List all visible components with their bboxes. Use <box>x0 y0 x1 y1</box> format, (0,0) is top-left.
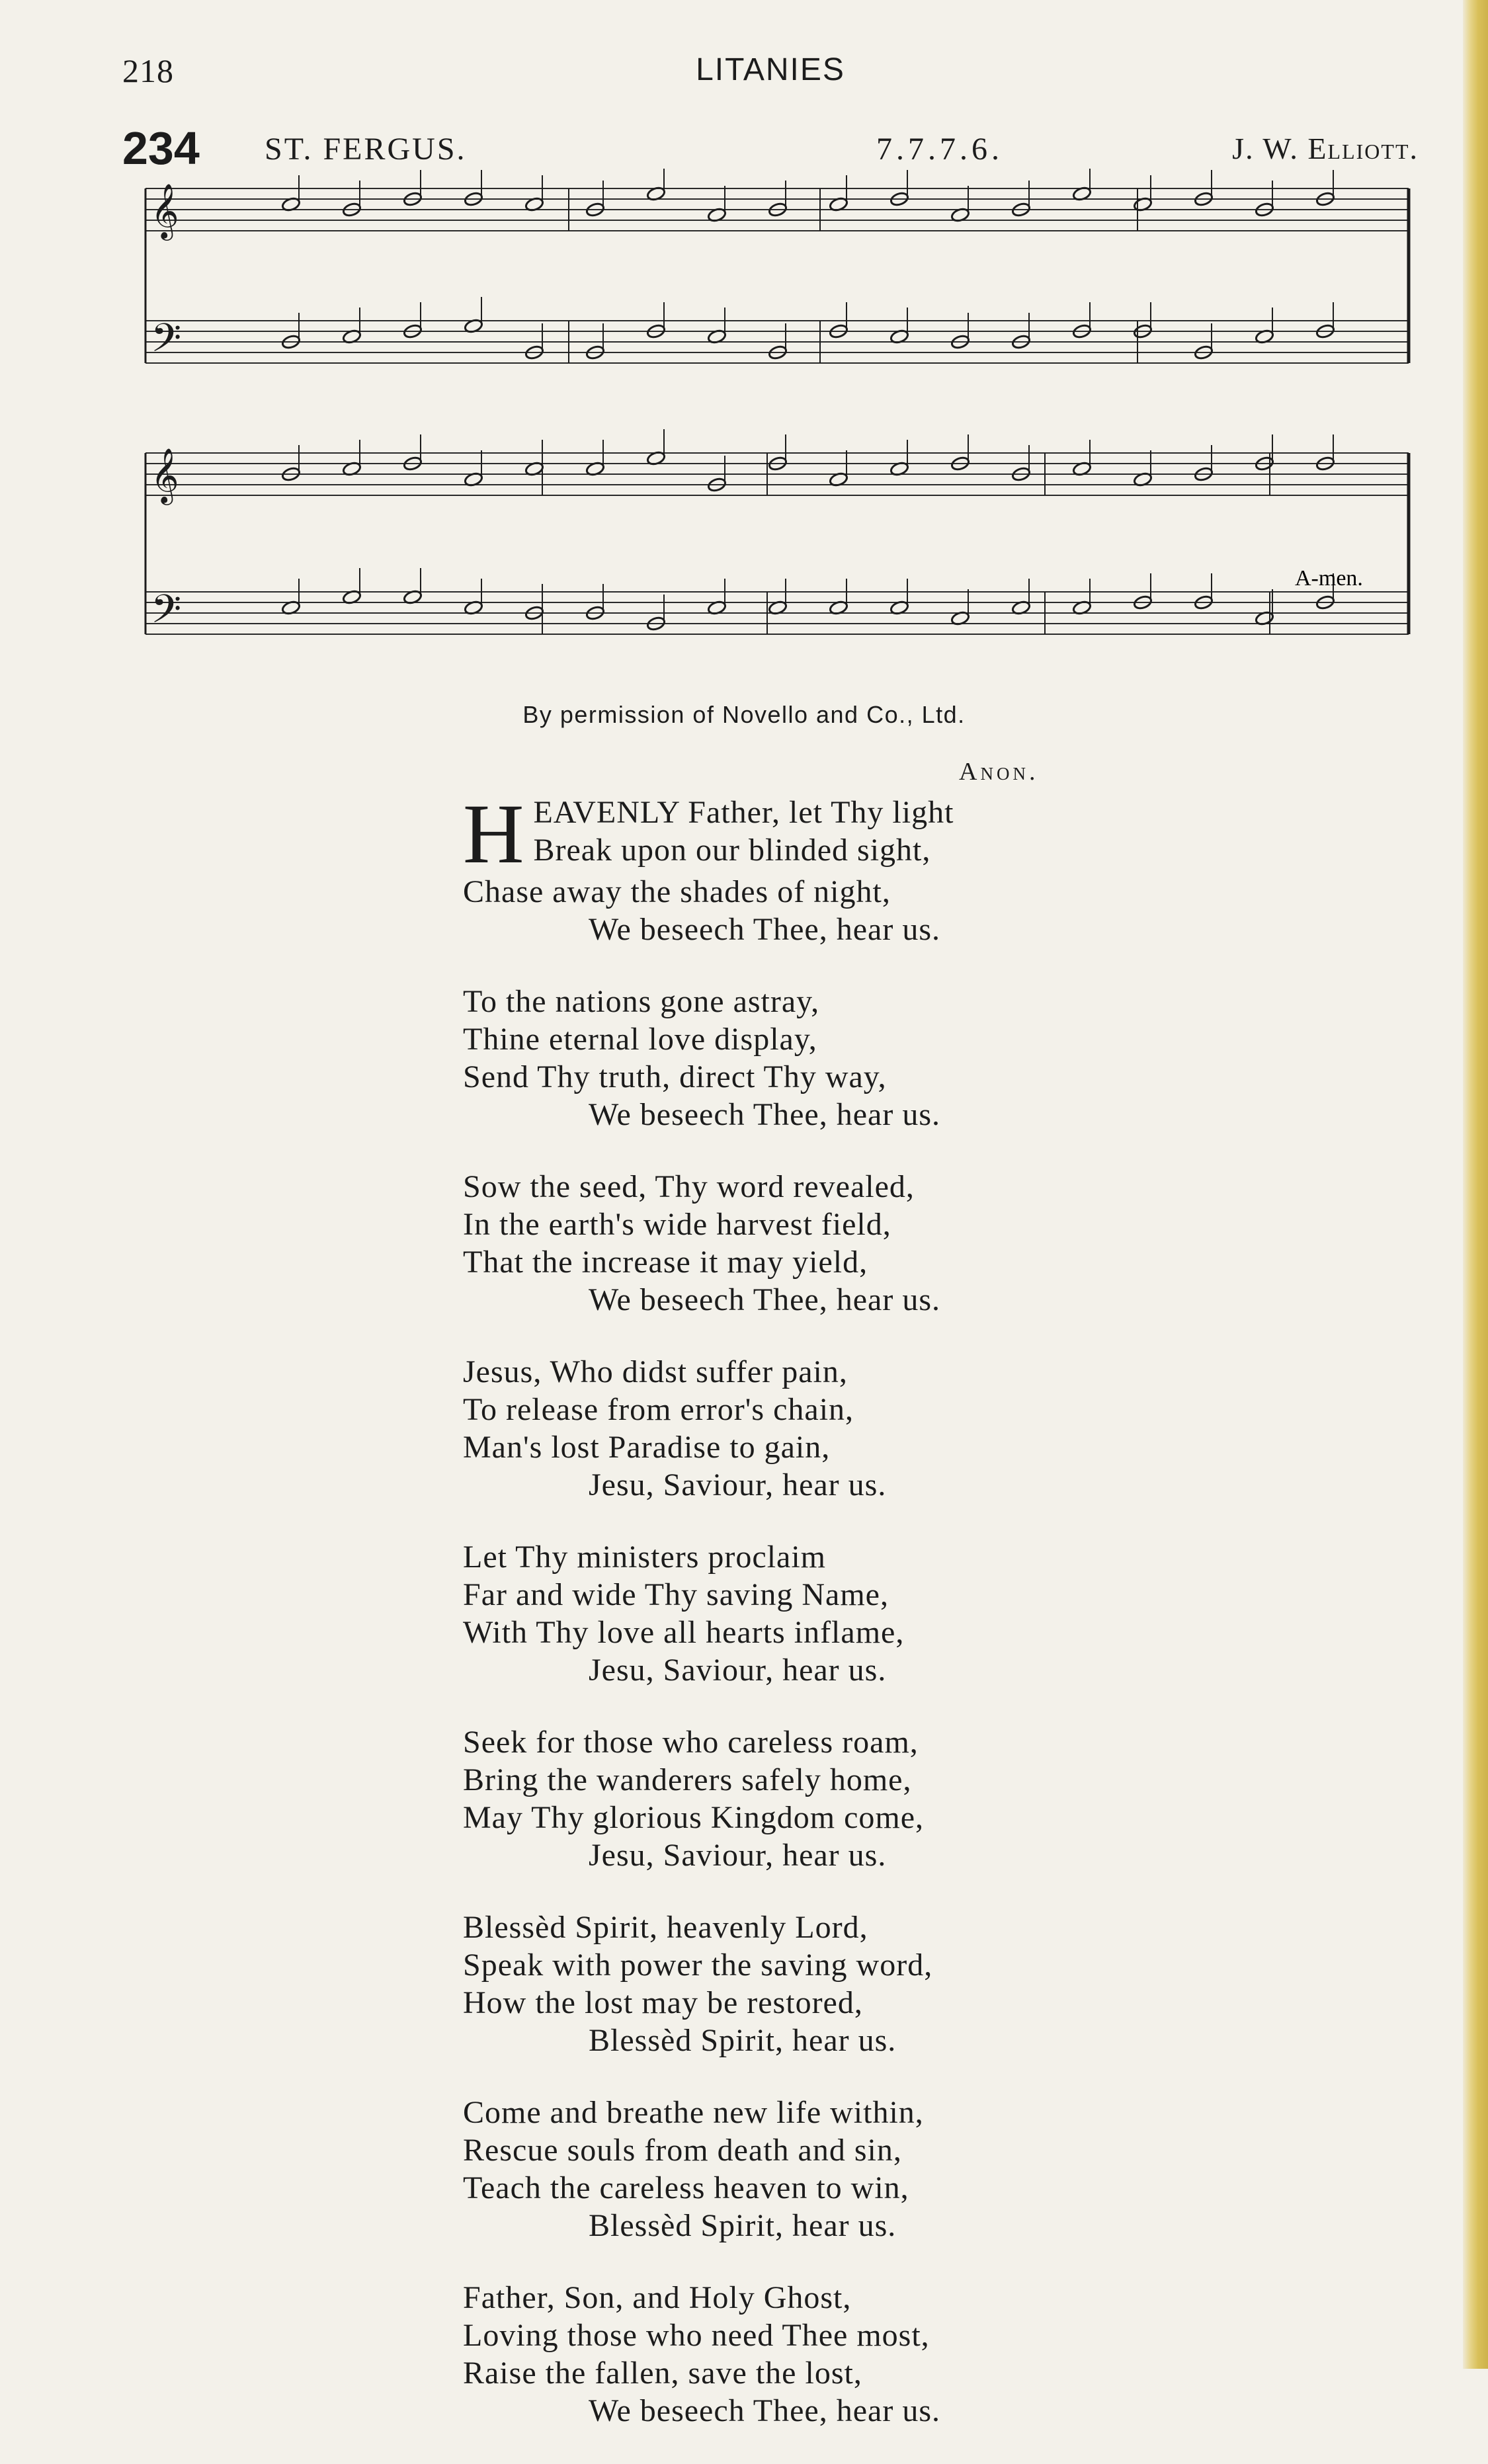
verse-line: With Thy love all hearts inflame, <box>463 1615 905 1650</box>
verse-line: Let Thy ministers proclaim <box>463 1540 827 1575</box>
verse-line: Send Thy truth, direct Thy way, <box>463 1059 887 1094</box>
verse-line: To release from error's chain, <box>463 1392 854 1427</box>
composer: J. W. Elliott. <box>1232 132 1419 165</box>
clef-icon: 𝄞 <box>151 183 179 238</box>
verse-line: EAVENLY Father, let Thy light <box>533 795 954 830</box>
stanza-5 <box>463 1538 1323 1689</box>
clef-icon: 𝄢 <box>151 315 182 370</box>
verse-line: Blessèd Spirit, heavenly Lord, <box>463 1910 868 1945</box>
meter: 7.7.7.6. <box>876 132 1003 167</box>
verse-refrain: Blessèd Spirit, hear us. <box>589 2023 897 2058</box>
stanza-2 <box>463 983 1323 1133</box>
verse-line: Raise the fallen, save the lost, <box>463 2356 862 2391</box>
verse-line: Man's lost Paradise to gain, <box>463 1430 831 1465</box>
verse-refrain: We beseech Thee, hear us. <box>589 912 940 947</box>
page-number: 218 <box>122 52 174 89</box>
stanza-8 <box>463 2094 1323 2244</box>
amen-lyric: A-men. <box>1295 566 1363 591</box>
permission-note: By permission of Novello and Co., Ltd. <box>522 701 966 728</box>
stanza-3 <box>463 1168 1323 1319</box>
stanza-7 <box>463 1909 1323 2059</box>
tune-name: ST. FERGUS. <box>265 132 467 167</box>
clef-icon: 𝄢 <box>151 586 182 641</box>
verse-line: Seek for those who careless roam, <box>463 1725 919 1760</box>
verse-refrain: We beseech Thee, hear us. <box>589 2393 940 2428</box>
hymn-text <box>463 787 1323 2464</box>
running-head: LITANIES <box>696 52 845 87</box>
stanza-9 <box>463 2279 1323 2430</box>
verse-line: Jesus, Who didst suffer pain, <box>463 1354 848 1389</box>
verse-line: Far and wide Thy saving Name, <box>463 1577 889 1612</box>
verse-line: Father, Son, and Holy Ghost, <box>463 2280 852 2315</box>
verse-line: How the lost may be restored, <box>463 1985 863 2020</box>
verse-refrain: We beseech Thee, hear us. <box>589 1282 940 1317</box>
verse-line: Teach the careless heaven to win, <box>463 2170 909 2205</box>
verse-line: To the nations gone astray, <box>463 984 820 1019</box>
verse-line: Break upon our blinded sight, <box>533 833 931 868</box>
clef-icon: 𝄞 <box>151 447 179 503</box>
stanza-1 <box>463 787 1323 948</box>
page-edge <box>1463 0 1488 2369</box>
stanza-4 <box>463 1353 1323 1504</box>
verse-line: Speak with power the saving word, <box>463 1948 933 1983</box>
drop-cap: H <box>463 787 524 881</box>
verse-line: Loving those who need Thee most, <box>463 2318 930 2353</box>
verse-line: In the earth's wide harvest field, <box>463 1207 891 1242</box>
verse-line: Rescue souls from death and sin, <box>463 2133 902 2168</box>
author: Anon. <box>959 758 1039 786</box>
verse-refrain: We beseech Thee, hear us. <box>589 1097 940 1132</box>
music-score <box>132 169 1422 704</box>
verse-line: Thine eternal love display, <box>463 1022 817 1057</box>
page-header <box>122 52 1419 98</box>
hymn-heading <box>122 122 1419 174</box>
verse-refrain: Blessèd Spirit, hear us. <box>589 2208 897 2243</box>
verse-line: Bring the wanderers safely home, <box>463 1762 912 1797</box>
verse-line: May Thy glorious Kingdom come, <box>463 1800 925 1835</box>
verse-line: Sow the seed, Thy word revealed, <box>463 1169 915 1204</box>
verse-line: That the increase it may yield, <box>463 1245 868 1280</box>
verse-refrain: Jesu, Saviour, hear us. <box>589 1653 887 1688</box>
verse-line: Come and breathe new life within, <box>463 2095 924 2130</box>
verse-line: Chase away the shades of night, <box>463 874 891 909</box>
verse-refrain: Jesu, Saviour, hear us. <box>589 1467 887 1502</box>
verse-refrain: Jesu, Saviour, hear us. <box>589 1838 887 1873</box>
music-score-graphic <box>132 169 1422 704</box>
hymn-number: 234 <box>122 122 200 174</box>
stanza-6 <box>463 1723 1323 1874</box>
